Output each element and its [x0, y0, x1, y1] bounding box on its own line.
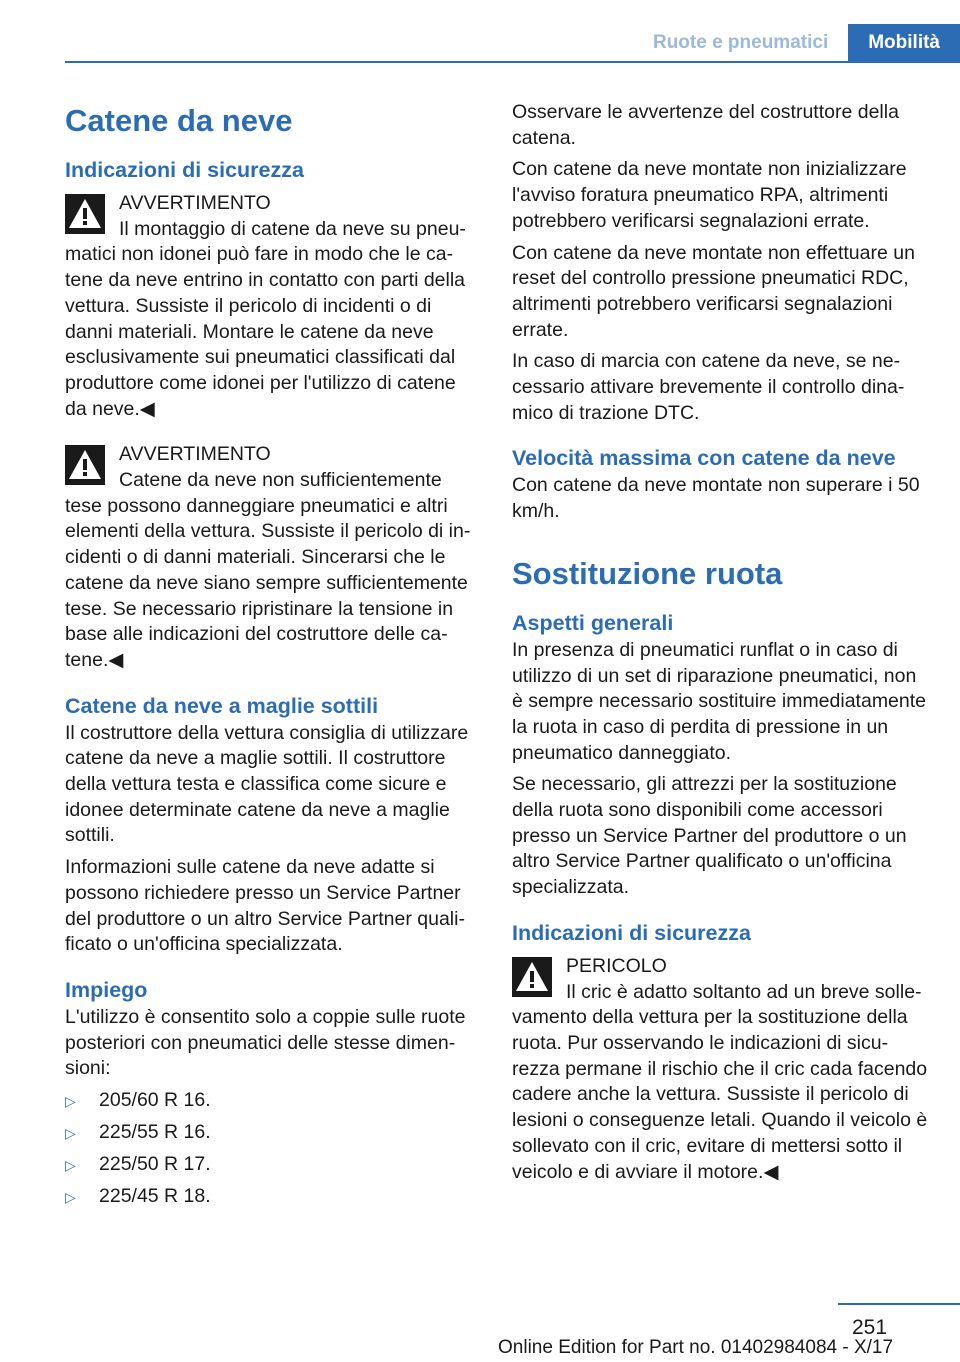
danger-title: PERICOLO [566, 954, 667, 977]
list-item: ▷ 205/60 R 16. [65, 1088, 479, 1120]
snow-chains-title: Catene da neve [65, 103, 293, 138]
usage-heading: Impiego [65, 977, 148, 1002]
header-section-tab: Ruote e pneumatici [633, 24, 848, 62]
manufacturer-notice: Osservare le avvertenze del costruttore della catena. [512, 101, 899, 149]
bullet-triangle-icon: ▷ [65, 1157, 76, 1174]
right-column [512, 100, 928, 1185]
warning-triangle-icon [512, 957, 552, 997]
warning-2-text: Catene da neve non sufficientemente tese possono danneggiare pneumatici e altri elementi della vettura. Sussiste il pericolo di incidenti o di danni materiali. Sincerarsi che le catene da neve siano sempre sufficientemente tese. Se necessario ripristinare la tensione in base alle indicazioni del costruttore delle catene.◀ [65, 469, 471, 671]
danger-block [512, 954, 928, 1185]
page-number: 251 [852, 1316, 888, 1339]
danger-text: Il cric è adatto soltanto ad un breve sollevamento della vettura per la sostituzione della ruota. Pur osservando le indicazioni di sicurezza permane il rischio che il cric cada facendo cadere anche la vettura. Sussiste il pericolo di lesioni o conseguenze letali. Quando il veicolo è sollevato con il cric, evitare di mettersi sotto il veicolo e di avviare il motore.◀ [512, 980, 928, 1183]
warning-triangle-icon [65, 445, 105, 485]
list-item: ▷ 225/45 R 18. [65, 1184, 479, 1216]
fine-chains-paragraph-1: Il costruttore della vettura consiglia di utilizzare catene da neve a maglie sottili. Il costruttore della vettura testa e classifica come sicure e idonee determinate catene da neve a maglie sottili. [65, 721, 469, 847]
header-tabs [633, 24, 960, 62]
max-speed-paragraph: Con catene da neve montate non superare i 50 km/h. [512, 474, 920, 523]
warning-block-2 [65, 442, 479, 673]
safety-heading: Indicazioni di sicurezza [65, 158, 304, 182]
bullet-triangle-icon: ▷ [65, 1189, 76, 1206]
usage-paragraph: L'utilizzo è consentito solo a coppie sulle ruote posteriori con pneumatici delle stesse dimensioni: [65, 1005, 466, 1080]
list-item: ▷ 225/50 R 17. [65, 1152, 479, 1184]
warning-2-title: AVVERTIMENTO [119, 443, 271, 466]
wheel-change-title: Sostituzione ruota [512, 555, 783, 591]
fine-chains-paragraph-2: Informazioni sulle catene da neve adatte si possono richiedere presso un Service Partner del produttore o un altro Service Partner qualificato o un'officina specializzata. [65, 856, 465, 956]
fine-chains-heading: Catene da neve a maglie sottili [65, 693, 379, 718]
max-speed-heading: Velocità massima con catene da neve [512, 446, 896, 471]
rdc-notice: Con catene da neve montate non effettuare un reset del controllo pressione pneumatici RDC, altrimenti potrebbero verificarsi segnalazioni errate. [512, 241, 915, 341]
general-paragraph-1: In presenza di pneumatici runflat o in caso di utilizzo di un set di riparazione pneumatici, non è sempre necessario sostituire immediatamente la ruota in caso di perdita di pressione in un pneumatico danneggiato. [512, 638, 927, 764]
general-heading: Aspetti generali [512, 610, 674, 635]
general-paragraph-2: Se necessario, gli attrezzi per la sostituzione della ruota sono disponibili come accessori presso un Service Partner del produttore o un altro Service Partner qualificato o un'officina specializzata. [512, 773, 907, 899]
list-item: ▷ 225/55 R 16. [65, 1120, 479, 1152]
safety-heading-right: Indicazioni di sicurezza [512, 920, 751, 945]
warning-block-1 [65, 191, 479, 422]
footer-edition: Online Edition for Part no. 01402984084 - X/17 [498, 1337, 894, 1358]
footer-rule [838, 1303, 960, 1305]
warning-1-text: Il montaggio di catene da neve su pneumatici non idonei può fare in modo che le catene da neve entrino in contatto con parti della vettura. Sussiste il pericolo di incidenti o di danni materiali. Montare le catene da neve esclusivamente sui pneumatici classificati dal produttore come idonei per l'utilizzo di catene da neve.◀ [65, 217, 466, 420]
tire-size-list [65, 1088, 479, 1216]
dtc-notice: In caso di marcia con catene da neve, se necessario attivare brevemente il controllo dinamico di trazione DTC. [512, 350, 905, 424]
warning-triangle-icon [65, 194, 105, 234]
rpa-notice: Con catene da neve montate non inizializzare l'avviso foratura pneumatico RPA, altrimenti potrebbero verificarsi segnalazioni errate. [512, 158, 907, 232]
left-column [65, 100, 479, 1216]
bullet-triangle-icon: ▷ [65, 1093, 76, 1110]
warning-1-title: AVVERTIMENTO [119, 192, 271, 214]
bullet-triangle-icon: ▷ [65, 1125, 76, 1142]
header-chapter-tab: Mobilità [848, 24, 960, 62]
header-rule [65, 61, 960, 63]
